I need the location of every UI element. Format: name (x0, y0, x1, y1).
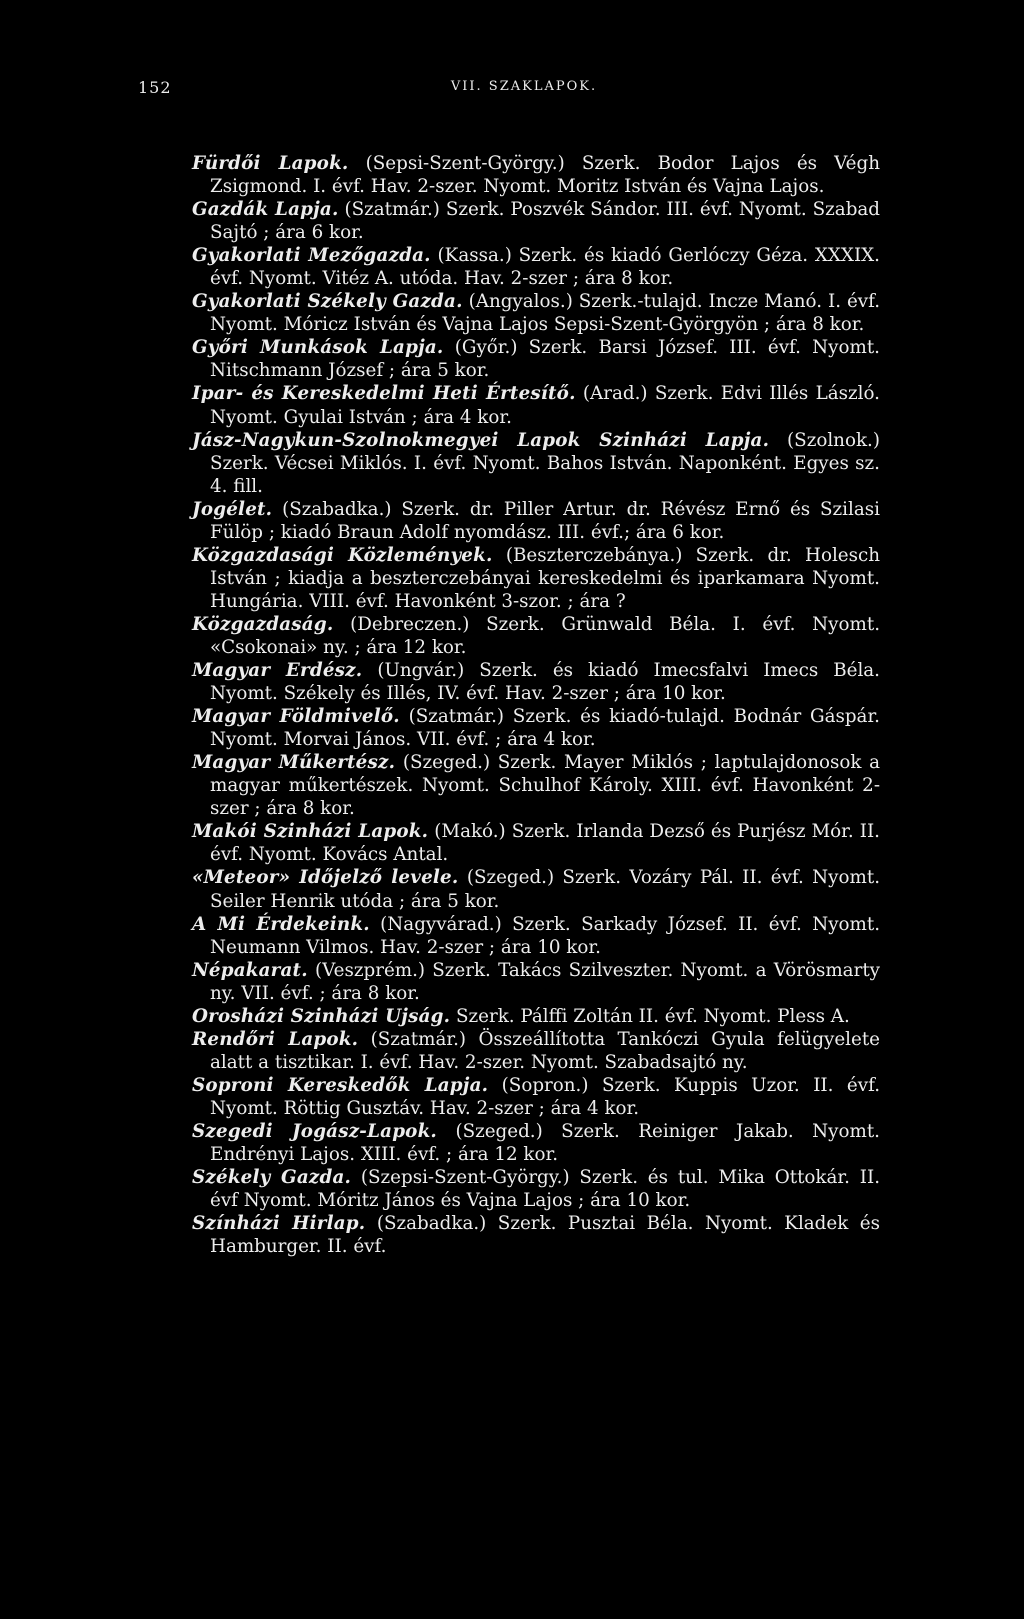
entry-text: (Arad.) Szerk. Edvi Illés László. Nyomt. Gyulai István ; ára 4 kor. (210, 383, 880, 428)
entry-text: (Szabadka.) Szerk. Pusztai Béla. Nyomt. Kladek és Hamburger. II. évf. (210, 1213, 880, 1258)
entry-title: Rendőri Lapok. (192, 1028, 359, 1050)
periodical-entry (192, 198, 880, 244)
entry-text: (Szabadka.) Szerk. dr. Piller Artur. dr. Révész Ernő és Szilasi Fülöp ; kiadó Braun Adolf nyomdász. III. évf.; ára 6 kor. (210, 498, 881, 543)
entry-title: Szegedi Jogász-Lapok. (192, 1120, 437, 1142)
periodical-entry (192, 336, 880, 382)
periodical-entry (192, 290, 880, 336)
periodical-entry (192, 1212, 880, 1258)
entry-title: Székely Gazda. (192, 1167, 352, 1189)
entry-text: (Veszprém.) Szerk. Takács Szilveszter. Nyomt. a Vörösmarty ny. VII. évf. ; ára 8 kor. (210, 959, 880, 1004)
entry-title: Gazdák Lapja. (192, 199, 339, 221)
entry-title: A Mi Érdekeink. (192, 913, 370, 935)
periodical-entry (192, 1005, 880, 1028)
periodical-entry (192, 1166, 880, 1212)
periodical-entry (192, 498, 880, 544)
periodical-entry (192, 429, 880, 498)
entry-title: Népakarat. (192, 959, 308, 981)
periodical-entry (192, 820, 880, 866)
entry-title: Színházi Hirlap. (192, 1213, 366, 1235)
periodical-entry (192, 751, 880, 820)
entry-text: (Szeged.) Szerk. Vozáry Pál. II. évf. Nyomt. Seiler Henrik utóda ; ára 5 kor. (210, 867, 881, 912)
entry-title: Magyar Földmivelő. (192, 706, 400, 728)
entry-title: Gyakorlati Mezőgazda. (192, 245, 431, 267)
periodical-list (192, 152, 880, 1258)
page-header (138, 78, 910, 102)
entry-title: Gyakorlati Székely Gazda. (192, 291, 463, 313)
periodical-entry (192, 866, 880, 912)
entry-text: (Szatmár.) Szerk. és kiadó-tulajd. Bodnár Gáspár. Nyomt. Morvai János. VII. évf. ; ára 4 kor. (210, 706, 880, 751)
entry-title: Győri Munkások Lapja. (192, 337, 444, 359)
entry-text: (Győr.) Szerk. Barsi József. III. évf. Nyomt. Nitschmann József ; ára 5 kor. (210, 337, 880, 382)
periodical-entry (192, 544, 880, 613)
periodical-entry (192, 1074, 880, 1120)
entry-text: (Debreczen.) Szerk. Grünwald Béla. I. évf. Nyomt. «Csokonai» ny. ; ára 12 kor. (210, 613, 881, 658)
entry-title: «Meteor» Időjelző levele. (192, 867, 459, 889)
entry-title: Makói Szinházi Lapok. (192, 821, 429, 843)
entry-text: (Szeged.) Szerk. Mayer Miklós ; laptulajdonosok a magyar műkertészek. Nyomt. Schulhof Károly. XIII. évf. Havonként 2-szer ; ára 8 kor. (210, 752, 880, 820)
entry-title: Közgazdasági Közlemények. (192, 544, 493, 566)
entry-title: Jogélet. (192, 498, 273, 520)
entry-text: (Szolnok.) Szerk. Vécsei Miklós. I. évf. Nyomt. Bahos István. Naponként. Egyes sz. 4. fill. (210, 429, 880, 497)
entry-title: Magyar Erdész. (192, 660, 363, 682)
entry-text: (Sopron.) Szerk. Kuppis Uzor. II. évf. Nyomt. Röttig Gusztáv. Hav. 2-szer ; ára 4 kor. (210, 1074, 881, 1119)
periodical-entry (192, 382, 880, 428)
running-head: VII. SZAKLAPOK. (450, 79, 598, 94)
entry-title: Soproni Kereskedők Lapja. (192, 1074, 489, 1096)
entry-text: (Szepsi-Szent-György.) Szerk. és tul. Mika Ottokár. II. évf Nyomt. Móritz János és Vajna Lajos ; ára 10 kor. (210, 1167, 881, 1212)
entry-text: (Szatmár.) Szerk. Poszvék Sándor. III. évf. Nyomt. Szabad Sajtó ; ára 6 kor. (210, 199, 881, 244)
entry-title: Közgazdaság. (192, 613, 334, 635)
entry-text: (Beszterczebánya.) Szerk. dr. Holesch István ; kiadja a beszterczebányai kereskedelmi és iparkamara Nyomt. Hungária. VIII. évf. Havonként 3-szor. ; ára ? (210, 544, 881, 612)
entry-title: Fürdői Lapok. (192, 153, 349, 174)
entry-text: (Ungvár.) Szerk. és kiadó Imecsfalvi Imecs Béla. Nyomt. Székely és Illés, IV. évf. Hav. 2-szer ; ára 10 kor. (210, 660, 880, 705)
periodical-entry (192, 959, 880, 1005)
entry-title: Ipar- és Kereskedelmi Heti Értesítő. (192, 383, 576, 405)
periodical-entry (192, 659, 880, 705)
periodical-entry (192, 613, 880, 659)
periodical-entry (192, 705, 880, 751)
periodical-entry (192, 1120, 880, 1166)
entry-title: Orosházi Szinházi Ujság. (192, 1005, 451, 1027)
periodical-entry (192, 244, 880, 290)
entry-text: (Nagyvárad.) Szerk. Sarkady József. II. évf. Nyomt. Neumann Vilmos. Hav. 2-szer ; ára 10 kor. (210, 913, 881, 958)
entry-title: Magyar Műkertész. (192, 752, 396, 774)
page-number: 152 (138, 78, 172, 97)
entry-text: (Sepsi-Szent-György.) Szerk. Bodor Lajos és Végh Zsigmond. I. évf. Hav. 2-szer. Nyomt. Moritz István és Vajna Lajos. (210, 153, 880, 198)
entry-text: Szerk. Pálffi Zoltán II. évf. Nyomt. Pless A. (455, 1005, 850, 1027)
entry-text: (Angyalos.) Szerk.-tulajd. Incze Manó. I. évf. Nyomt. Móricz István és Vajna Lajos Sepsi-Szent-Györgyön ; ára 8 kor. (210, 291, 881, 336)
entry-text: (Szatmár.) Összeállította Tankóczi Gyula felügyelete alatt a tisztikar. I. évf. Hav. 2-szer. Nyomt. Szabadsajtó ny. (210, 1028, 880, 1073)
periodical-entry (192, 913, 880, 959)
entry-text: (Makó.) Szerk. Irlanda Dezső és Purjész Mór. II. évf. Nyomt. Kovács Antal. (210, 821, 880, 866)
periodical-entry (192, 152, 880, 198)
entry-text: (Kassa.) Szerk. és kiadó Gerlóczy Géza. XXXIX. évf. Nyomt. Vitéz A. utóda. Hav. 2-szer ; ára 8 kor. (210, 245, 880, 290)
entry-text: (Szeged.) Szerk. Reiniger Jakab. Nyomt. Endrényi Lajos. XIII. évf. ; ára 12 kor. (210, 1120, 880, 1166)
entry-title: Jász-Nagykun-Szolnokmegyei Lapok Szinházi Lapja. (192, 429, 770, 451)
periodical-entry (192, 1028, 880, 1074)
